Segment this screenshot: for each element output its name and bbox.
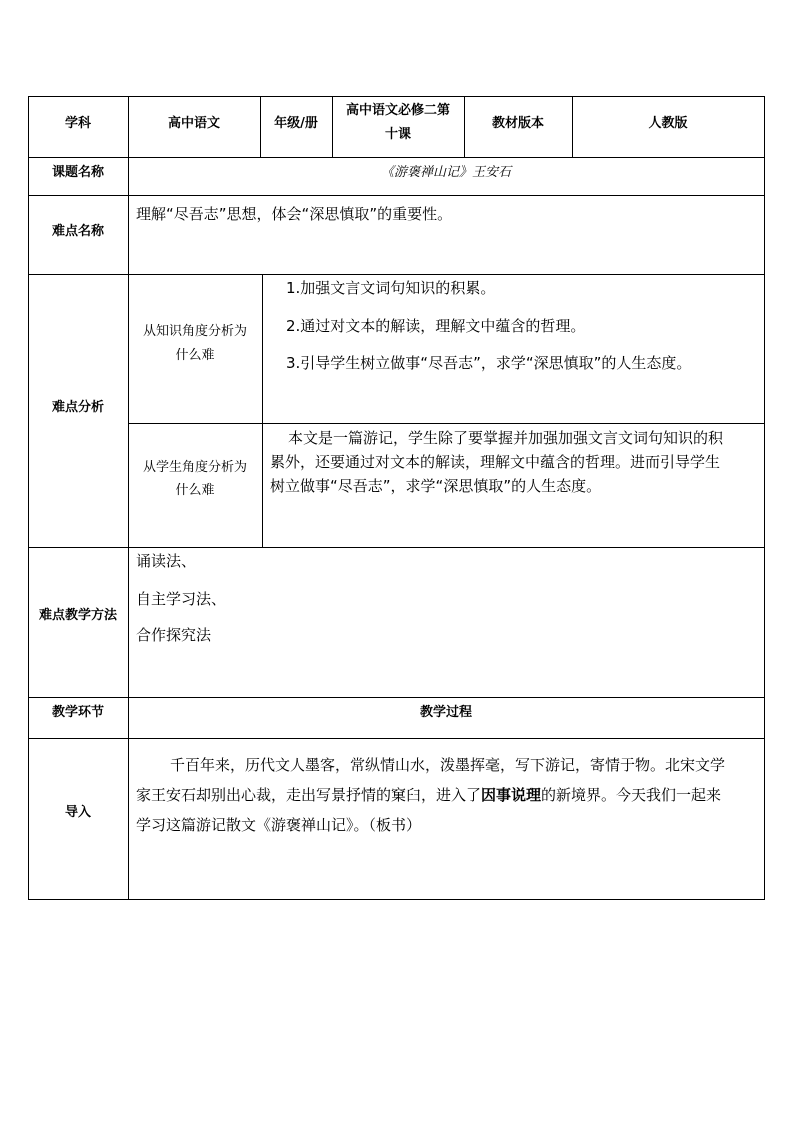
rule	[28, 547, 765, 548]
grade-label: 年级/册	[274, 116, 318, 131]
methods-label: 难点教学方法	[38, 608, 117, 623]
grade-value-line1: 高中语文必修二第	[345, 103, 450, 118]
student-text-line: 树立做事“尽吾志”，求学“深思慎取”的人生态度。	[270, 477, 602, 495]
difficulty-label: 难点名称	[51, 224, 104, 239]
edition-value: 人教版	[648, 116, 688, 131]
rule	[128, 423, 765, 424]
knowledge-item: 2.通过对文本的解读，理解文中蕴含的哲理。	[286, 317, 586, 335]
lesson-label: 课题名称	[51, 165, 104, 180]
subject-value: 高中语文	[167, 116, 220, 131]
intro-line: 学习这篇游记散文《游褒禅山记》。（板书）	[136, 816, 422, 834]
method-item: 诵读法、	[136, 552, 197, 570]
rule	[28, 697, 765, 698]
student-text-line: 本文是一篇游记，学生除了要掌握并加强加强文言文词句知识的积	[288, 429, 724, 447]
rule	[764, 96, 765, 900]
rule	[28, 274, 765, 275]
method-item: 自主学习法、	[136, 590, 227, 608]
intro-emphasis: 因事说理	[481, 786, 542, 804]
student-label-line2: 什么难	[175, 483, 215, 498]
intro-line: 千百年来，历代文人墨客，常纵情山水，泼墨挥毫，写下游记，寄情于物。北宋文学	[170, 756, 726, 774]
grade-value-line2: 十课	[384, 127, 411, 142]
student-text-line: 累外，还要通过对文本的解读，理解文中蕴含的哲理。进而引导学生	[270, 453, 721, 471]
knowledge-label-line1: 从知识角度分析为	[142, 324, 247, 339]
lesson-title: 《游褒禅山记》王安石	[380, 165, 511, 180]
analysis-label: 难点分析	[51, 400, 104, 415]
rule	[28, 195, 765, 196]
rule	[28, 899, 765, 900]
rule	[28, 96, 765, 97]
intro-text: 家王安石却别出心裁，走出写景抒情的窠臼，进入了	[136, 786, 482, 804]
rule	[262, 274, 263, 547]
rule	[28, 96, 29, 900]
process-label: 教学过程	[419, 705, 472, 720]
method-item: 合作探究法	[136, 626, 212, 644]
subject-label: 学科	[64, 116, 91, 131]
intro-line	[136, 783, 721, 807]
knowledge-label-line2: 什么难	[175, 348, 215, 363]
difficulty-text: 理解“尽吾志”思想，体会“深思慎取”的重要性。	[136, 205, 453, 223]
intro-text: 的新境界。今天我们一起来	[541, 786, 722, 804]
stage-label: 教学环节	[51, 705, 104, 720]
knowledge-item: 1.加强文言文词句知识的积累。	[286, 279, 496, 297]
intro-label: 导入	[64, 805, 91, 820]
edition-label: 教材版本	[491, 116, 544, 131]
knowledge-item: 3.引导学生树立做事“尽吾志”，求学“深思慎取”的人生态度。	[286, 354, 692, 372]
rule	[28, 157, 765, 158]
rule	[28, 738, 765, 739]
student-label-line1: 从学生角度分析为	[142, 460, 247, 475]
